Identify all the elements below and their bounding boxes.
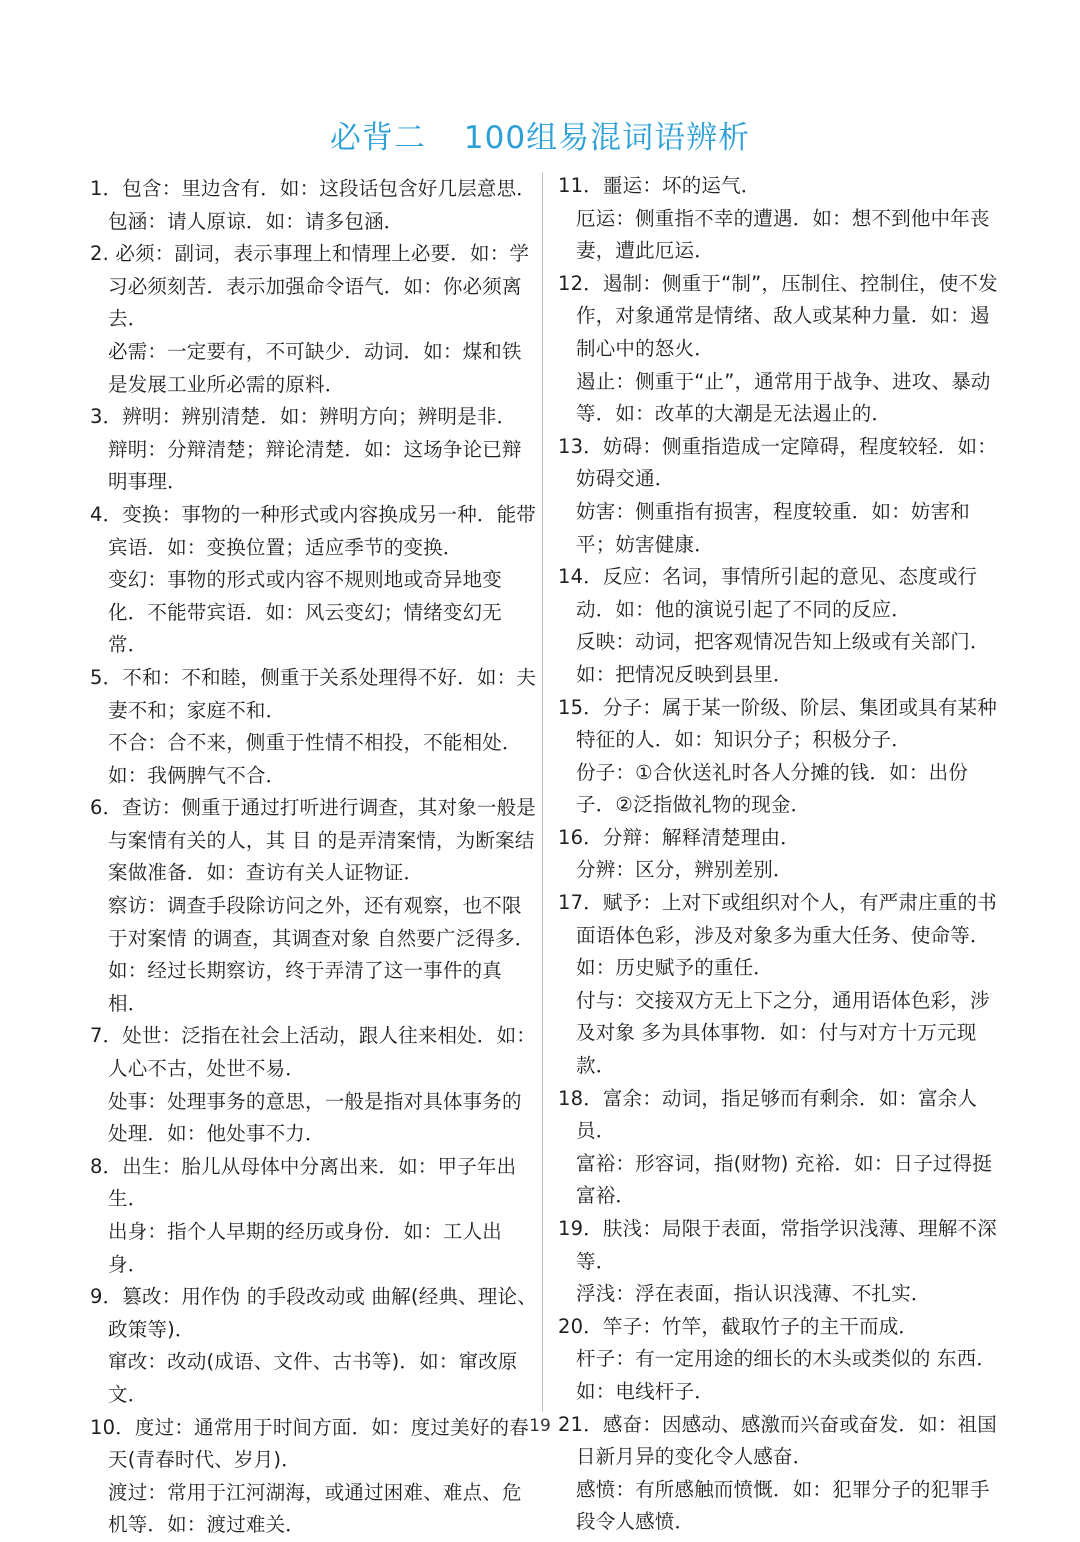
entry-sub: 察访：调查手段除访问之外，还有观察，也不限于对案情 的调查，其调查对象 自然要广泛得多．如：经过长期察访，终于弄清了这一事件的真相． <box>108 894 535 1015</box>
entry-head: 15．分子：属于某一阶级、阶层、集团或具有某种特征的人．如：知识分子；积极分子． <box>558 695 997 752</box>
entry-sub: 分辨：区分，辨别差别． <box>576 858 793 882</box>
entry-head: 12．遏制：侧重于“制”，压制住、控制住，使不发作，对象通常是情绪、敌人或某种力量．如：遏制心中的怒火． <box>558 271 998 360</box>
entry-13 <box>558 431 998 561</box>
entry-head: 5．不和：不和睦，侧重于关系处理得不好．如：夫妻不和；家庭不和． <box>90 665 537 722</box>
entry-sub: 遏止：侧重于“止”，通常用于战争、进攻、暴动等．如：改革的大潮是无法遏止的． <box>576 369 991 426</box>
page-title <box>0 118 1080 158</box>
entry-12 <box>558 268 998 431</box>
entry-sub: 富裕：形容词，指(财物) 充裕．如：日子过得挺富裕． <box>576 1151 993 1208</box>
entry-head: 9．篡改：用作伪 的手段改动或 曲解(经典、理论、政策等)． <box>90 1285 537 1341</box>
entry-head: 3．辨明：辨别清楚．如：辨明方向；辨明是非． <box>90 405 517 429</box>
entry-head: 16．分辩：解释清楚理由． <box>558 825 800 849</box>
entry-head: 6．查访：侧重于通过打听进行调查，其对象一般是与案情有关的人，其 目 的是弄清案情，为断案结案做准备．如：查访有关人证物证． <box>90 796 537 885</box>
entry-head: 21．感奋：因感动、感激而兴奋或奋发．如：祖国日新月异的变化令人感奋． <box>558 1412 997 1469</box>
title-part2: 100组易混词语辨析 <box>463 120 751 156</box>
entry-3 <box>90 401 540 499</box>
entry-sub: 变幻：事物的形式或内容不规则地或奇异地变化．不能带宾语．如：风云变幻；情绪变幻无常． <box>108 568 503 657</box>
entry-sub: 处事：处理事务的意思，一般是指对具体事务的处理．如：他处事不力． <box>108 1089 522 1146</box>
entry-head: 1．包含：里边含有．如：这段话包含好几层意思． <box>90 177 537 200</box>
entry-sub: 付与：交接双方无上下之分，通用语体色彩，涉及对象 多为具体事物．如：付与对方十万元现款． <box>576 988 990 1078</box>
entry-sub: 浮浅：浮在表面，指认识浅薄、不扎实． <box>576 1282 931 1306</box>
page-number: 19 <box>529 1416 551 1436</box>
entry-11 <box>558 170 998 268</box>
entry-9 <box>90 1281 540 1411</box>
entry-17 <box>558 887 998 1083</box>
entry-sub: 必需：一定要有，不可缺少．动词．如：煤和铁是发展工业所必需的原料． <box>108 339 522 396</box>
entry-sub: 感愤：有所感触而愤慨．如：犯罪分子的犯罪手段令人感愤． <box>576 1477 990 1534</box>
entry-4 <box>90 499 540 662</box>
entry-19 <box>558 1213 998 1311</box>
entry-head: 7．处世：泛指在社会上活动，跟人往来相处．如：人心不古，处世不易． <box>90 1024 537 1081</box>
entry-head: 2. 必须：副词，表示事理上和情理上必要．如：学习必须刻苦．表示加强命令语气．如：你必须离去． <box>90 242 530 331</box>
right-column <box>558 170 998 1539</box>
entry-sub: 杆子：有一定用途的细长的木头或类似的 东西．如：电线杆子． <box>576 1347 997 1403</box>
entry-head: 11．噩运：坏的运气． <box>558 174 761 197</box>
entry-sub: 反映：动词，把客观情况告知上级或有关部门．如：把情况反映到县里． <box>576 630 990 686</box>
entry-2 <box>90 238 540 401</box>
entry-sub: 厄运：侧重指不幸的遭遇．如：想不到他中年丧妻，遭此厄运． <box>576 206 990 263</box>
entry-sub: 渡过：常用于江河湖海，或通过困难、难点、危机等．如：渡过难关． <box>108 1480 522 1537</box>
entry-head: 8．出生：胎儿从母体中分离出来．如：甲子年出生． <box>90 1154 517 1211</box>
entry-5 <box>90 662 540 792</box>
entry-sub: 妨害：侧重指有损害，程度较重．如：妨害和平；妨害健康． <box>576 499 971 556</box>
entry-head: 17．赋予：上对下或组织对个人，有严肃庄重的书面语体色彩，涉及对象多为重大任务、使命等．如：历史赋予的重任． <box>558 891 997 980</box>
left-column <box>90 173 540 1542</box>
entry-8 <box>90 1151 540 1281</box>
entry-18 <box>558 1083 998 1213</box>
entry-head: 13．妨碍：侧重指造成一定障碍，程度较轻．如：妨碍交通． <box>558 434 997 491</box>
entry-head: 14．反应：名词，事情所引起的意见、态度或行动．如：他的演说引起了不同的反应． <box>558 565 978 621</box>
entry-head: 19．肤浅：局限于表面，常指学识浅薄、理解不深等． <box>558 1217 997 1273</box>
entry-6 <box>90 792 540 1020</box>
entry-head: 20．竿子：竹竿，截取竹子的主干而成． <box>558 1314 919 1338</box>
column-divider <box>542 172 543 1412</box>
entry-head: 18．富余：动词，指足够而有剩余．如：富余人员． <box>558 1086 978 1143</box>
entry-head: 4．变换：事物的一种形式或内容换成另一种．能带宾语．如：变换位置；适应季节的变换． <box>90 502 537 559</box>
entry-sub: 份子：①合伙送礼时各人分摊的钱．如：出份子．②泛指做礼物的现金． <box>576 760 968 817</box>
entry-sub: 窜改：改动(成语、文件、古书等)．如：窜改原文． <box>108 1350 518 1406</box>
entry-sub: 不合：合不来，侧重于性情不相投，不能相处．如：我俩脾气不合． <box>108 731 522 787</box>
entry-15 <box>558 692 998 822</box>
entry-sub: 辩明：分辩清楚；辩论清楚．如：这场争论已辩明事理． <box>108 437 522 494</box>
title-part1: 必背二 <box>329 120 426 156</box>
entry-14 <box>558 561 998 691</box>
entry-1 <box>90 173 540 238</box>
entry-7 <box>90 1020 540 1150</box>
entry-20 <box>558 1311 998 1409</box>
entry-16 <box>558 822 998 887</box>
entry-sub: 包涵：请人原谅．如：请多包涵． <box>108 209 404 233</box>
entry-head: 10．度过：通常用于时间方面．如：度过美好的春天(青春时代、岁月)． <box>90 1415 529 1472</box>
entry-sub: 出身：指个人早期的经历或身份．如：工人出身． <box>108 1220 503 1276</box>
